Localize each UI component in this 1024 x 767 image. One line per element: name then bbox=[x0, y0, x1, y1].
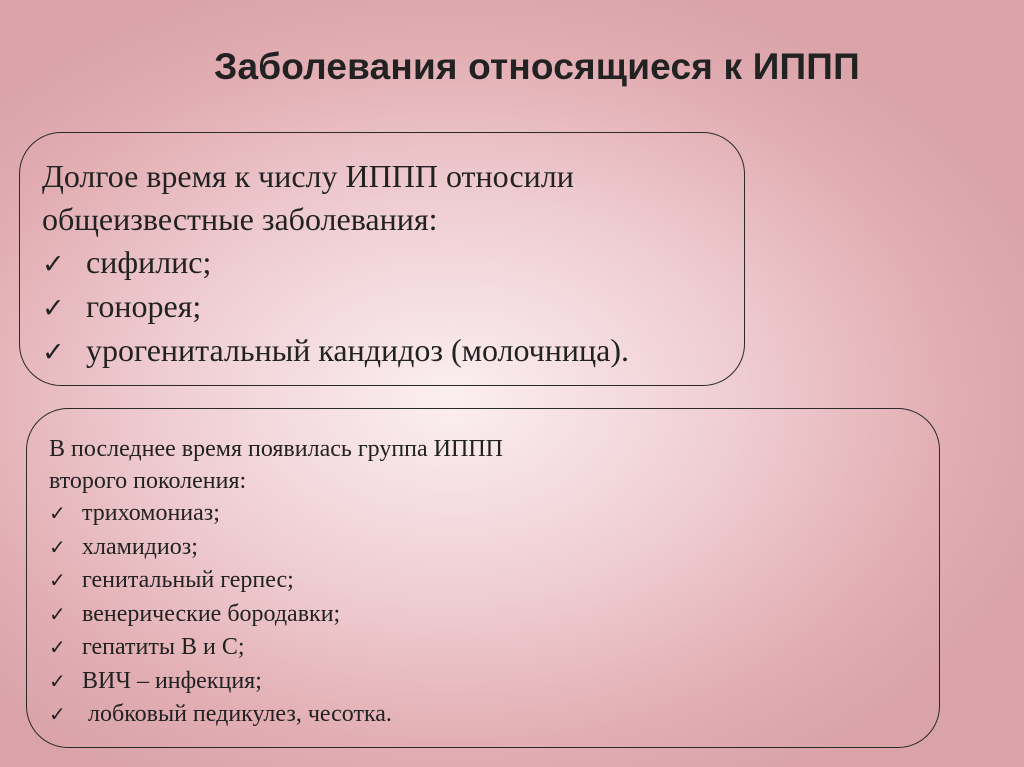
older-diseases-list bbox=[42, 241, 744, 373]
list-item-text: генитальный герпес; bbox=[82, 567, 294, 593]
checkmark-icon: ✓ bbox=[49, 603, 66, 626]
list-item-text: сифилис; bbox=[86, 244, 212, 280]
second-generation-list bbox=[49, 497, 939, 732]
list-item-text: трихомониаз; bbox=[82, 500, 220, 526]
older-diseases-intro bbox=[42, 155, 744, 241]
intro-line: В последнее время появилась группа ИППП bbox=[49, 436, 504, 462]
list-item bbox=[49, 665, 939, 699]
list-item bbox=[42, 285, 744, 329]
checkmark-icon: ✓ bbox=[42, 293, 65, 323]
checkmark-icon: ✓ bbox=[49, 536, 66, 559]
checkmark-icon: ✓ bbox=[49, 670, 66, 693]
list-item-text: гепатиты В и С; bbox=[82, 634, 245, 660]
list-item-text: ВИЧ – инфекция; bbox=[82, 667, 262, 694]
list-item-text: урогенитальный кандидоз (молочница). bbox=[86, 332, 629, 368]
checkmark-icon: ✓ bbox=[49, 570, 66, 592]
list-item bbox=[49, 598, 939, 632]
list-item bbox=[49, 631, 939, 665]
list-item-text: хламидиоз; bbox=[82, 533, 198, 560]
intro-line: общеизвестные заболевания: bbox=[42, 201, 438, 237]
list-item-text: венерические бородавки; bbox=[82, 600, 341, 627]
intro-line: Долгое время к числу ИППП относили bbox=[42, 158, 574, 194]
list-item-text: гонорея; bbox=[86, 288, 202, 324]
second-generation-box bbox=[26, 408, 940, 748]
list-item bbox=[49, 531, 939, 565]
older-diseases-box bbox=[19, 132, 745, 386]
list-item bbox=[49, 698, 939, 732]
list-item bbox=[49, 564, 939, 598]
checkmark-icon: ✓ bbox=[49, 503, 66, 525]
intro-line: второго поколения: bbox=[49, 468, 247, 494]
list-item bbox=[42, 329, 744, 373]
list-item bbox=[42, 241, 744, 285]
checkmark-icon: ✓ bbox=[49, 704, 66, 726]
slide-title: Заболевания относящиеся к ИППП bbox=[214, 46, 860, 87]
checkmark-icon: ✓ bbox=[49, 637, 66, 659]
checkmark-icon: ✓ bbox=[42, 337, 65, 367]
list-item bbox=[49, 497, 939, 531]
checkmark-icon: ✓ bbox=[42, 249, 65, 279]
second-generation-intro bbox=[49, 433, 939, 497]
list-item-text: лобковый педикулез, чесотка. bbox=[82, 701, 392, 727]
